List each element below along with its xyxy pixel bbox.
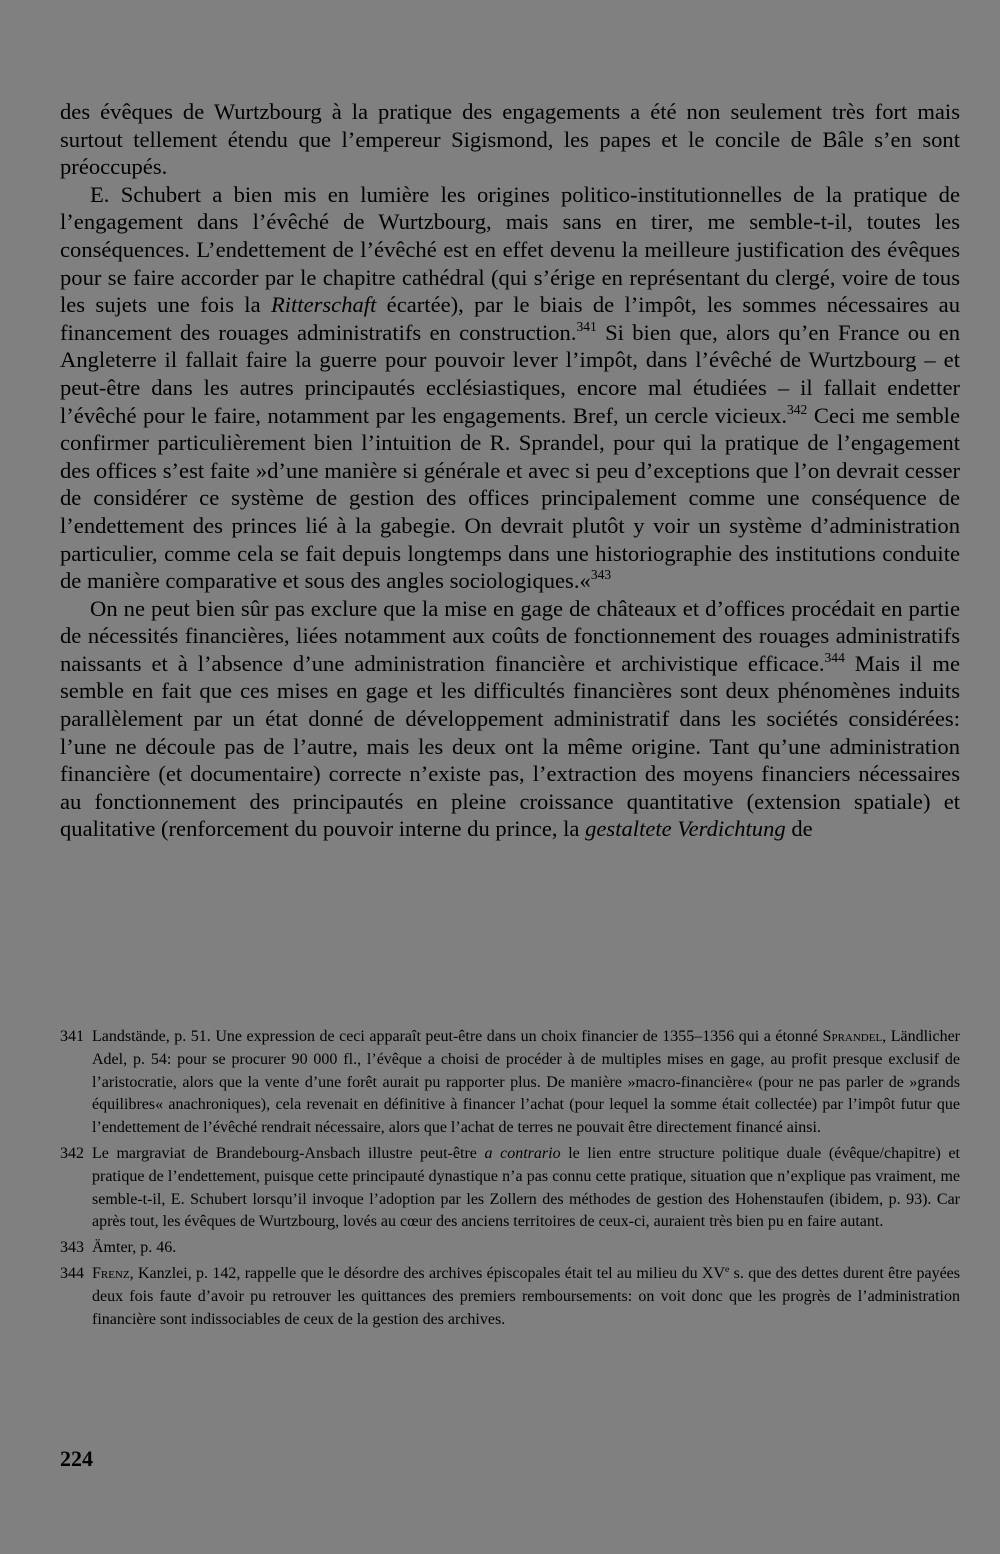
footnote-number: 343 — [60, 1239, 84, 1257]
footnote-number: 342 — [60, 1144, 84, 1162]
footnote-ref-342[interactable]: 342 — [787, 401, 808, 417]
footnote-343 — [60, 1237, 960, 1260]
footnote-text: s. que des dettes durent être payées deux fois faute d’avoir pu retrouver les quittances des premiers remboursements: on voit donc que les progrès de l’administration financière sont indissociables de ceux de la gestion des archives. — [92, 1264, 961, 1328]
paragraph-3-text-b: Mais il me semble en fait que ces mises en gage et les difficultés financières sont deux phénomènes induits parallèlement par un état donné de développement administratif dans les sociétés considérées: l’une ne découle pas de l’autre, mais les deux ont la même origine. Tant qu’une administration financière (et documentaire) correcte n’existe pas, l’extraction des moyens financiers nécessaires au fonctionnement des principautés en pleine croissance quantitative (extension spatiale) et qualitative (renforcement du pouvoir interne du prince, la — [60, 650, 960, 842]
paragraph-2-text-c: Si bien que, alors qu’en France ou en Angleterre il fallait faire la guerre pour pouvoir lever l’impôt, dans l’évêché de Wurtzbourg – et peut-être dans les autres principautés ecclésiastiques, encore mal étudiées – il fallait endetter l’évêché pour le faire, notamment par les engagements. Bref, un cercle vicieux. — [60, 319, 960, 428]
footnote-341 — [60, 1026, 960, 1140]
author-name: Sprandel — [822, 1028, 883, 1045]
footnote-ref-341[interactable]: 341 — [576, 318, 597, 334]
paragraph-1 — [60, 98, 960, 181]
footnote-text: Le margraviat de Brandebourg-Ansbach illustre peut-être — [92, 1144, 485, 1162]
footnote-number: 341 — [60, 1028, 84, 1045]
footnote-text: , Ländlicher Adel, p. 54: pour se procurer 90 000 fl., l’évêque a choisi de procéder à de multiples mises en gage, au profit presque exclusif de l’aristocratie, alors que la vente d’une forêt aurait pu rapporter plus. De manière »macro-financière« (pour ne pas parler de »grands équilibres« anachroniques), cela revenait en définitive à financer l’achat (pour lequel la somme était collectée) par l’impôt futur que l’endettement de l’évêché rendrait nécessaire, alors que l’achat de terres ne pouvait être directement financé ainsi. — [92, 1028, 960, 1137]
paragraph-3 — [60, 595, 960, 843]
footnote-text: le lien entre structure politique duale (évêque/chapitre) et pratique de l’endettement, puisque cette principauté dynastique n’a pas connu cette pratique, situation que n’explique pas vraiment, me semble-t-il, E. Schubert lorsqu’il invoque l’adoption par les Zollern des méthodes de gestion des Hohenstaufen (ibidem, p. 93). Car après tout, les évêques de Wurtzbourg, lovés au cœur des anciens territoires de ceux-ci, auraient très bien pu en faire autant. — [92, 1144, 960, 1231]
italic-term: a contrario — [484, 1144, 561, 1162]
footnotes — [60, 1026, 960, 1334]
footnote-number: 344 — [60, 1264, 84, 1282]
paragraph-2 — [60, 181, 960, 595]
paragraph-3-text-c: de — [785, 816, 813, 842]
footnote-text: Landstände, p. 51. Une expression de ceci apparaît peut-être dans un choix financier de 1355–1356 qui a étonné — [92, 1028, 823, 1045]
footnote-text: Ämter, p. 46. — [92, 1239, 177, 1257]
italic-term: gestaltete Verdichtung — [585, 816, 786, 842]
main-text — [60, 98, 960, 843]
paragraph-3-text-a: On ne peut bien sûr pas exclure que la mise en gage de châteaux et d’offices procédait en partie de nécessités financières, liées notamment aux coûts de fonctionnement des rouages administratifs naissants et à l’absence d’une administration financière et archivistique efficace. — [60, 595, 960, 676]
paragraph-2-text-a: E. Schubert a bien mis en lumière les origines politico-institutionnelles de la pratique de l’engagement dans l’évêché de Wurtzbourg, mais sans en tirer, me semble-t-il, toutes les conséquences. L’endettement de l’évêché est en effet devenu la meilleure justification des évêques pour se faire accorder par le chapitre cathédral (qui s’érige en représentant du clergé, voire de tous les sujets une fois la — [60, 181, 960, 318]
footnote-ref-344[interactable]: 344 — [824, 650, 845, 666]
author-name: Frenz — [92, 1264, 130, 1282]
paragraph-2-text-d: Ceci me semble confirmer particulièrement bien l’intuition de R. Sprandel, pour qui la pratique de l’engagement des offices s’est faite »d’une manière si générale et avec si peu d’exceptions que l’on devrait cesser de considérer ce système de gestion des offices principalement comme une conséquence de l’endettement des princes lié à la gabegie. On devrait plutôt y voir un système d’administration particulier, comme cela se fait depuis longtemps dans une historiographie des institutions conduite de manière comparative et sous des angles sociologiques.« — [60, 402, 960, 594]
century-superscript: e — [725, 1263, 730, 1275]
paragraph-1-text: des évêques de Wurtzbourg à la pratique des engagements a été non seulement très fort mais surtout tellement étendu que l’empereur Sigismond, les papes et le concile de Bâle s’en sont préoccupés. — [60, 99, 960, 180]
italic-term: Ritterschaft — [270, 292, 377, 318]
footnote-344 — [60, 1263, 960, 1331]
paragraph-2-text-b: écartée), par le biais de l’impôt, les sommes nécessaires au financement des rouages administratifs en construction. — [60, 292, 960, 345]
footnote-ref-343[interactable]: 343 — [590, 567, 612, 583]
footnote-text: , Kanzlei, p. 142, rappelle que le désordre des archives épiscopales était tel au milieu du XV — [129, 1264, 726, 1282]
page-number: 224 — [60, 1446, 93, 1471]
footnote-342 — [60, 1143, 960, 1234]
